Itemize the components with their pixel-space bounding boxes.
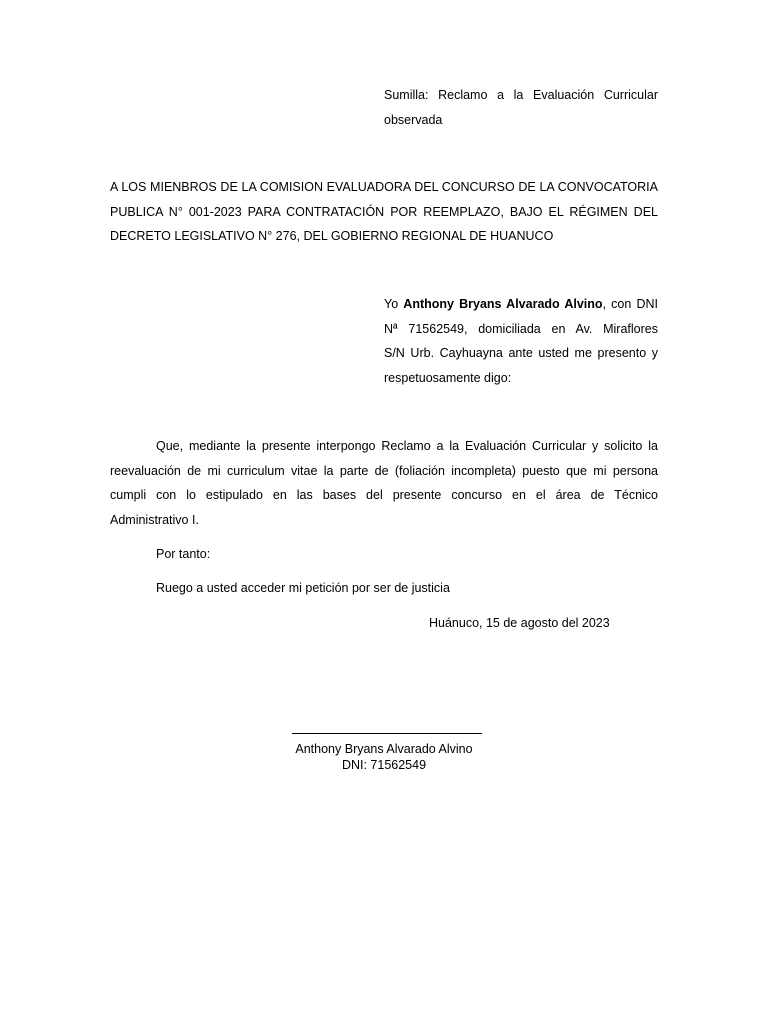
sumilla (384, 83, 658, 132)
applicant-line-1 (384, 292, 658, 317)
applicant-prefix: Yo (384, 297, 404, 311)
applicant-line-3: S/N Urb. Cayhuayna ante usted me presento y (384, 346, 658, 360)
body-line-2: reevaluación de mi curriculum vitae la parte de (foliación incompleta) puesto que mi persona (110, 463, 658, 478)
body-line-4: Administrativo I. (110, 512, 199, 527)
ruego: Ruego a usted acceder mi petición por ser de justicia (156, 581, 450, 595)
addressee-line-3: DECRETO LEGISLATIVO N° 276, DEL GOBIERNO REGIONAL DE HUANUCO (110, 229, 554, 243)
por-tanto: Por tanto: (156, 547, 211, 561)
date-line: Huánuco, 15 de agosto del 2023 (429, 616, 610, 630)
body-paragraph (110, 434, 658, 532)
applicant-suffix: , con DNI (602, 297, 659, 311)
applicant-name: Anthony Bryans Alvarado Alvino (403, 297, 603, 311)
addressee (110, 175, 658, 249)
body-line-3: cumpli con lo estipulado en las bases del presente concurso en el área de Técnico (110, 488, 658, 502)
body-line-1: Que, mediante la presente interpongo Reclamo a la Evaluación Curricular y solicito la (156, 439, 658, 453)
addressee-line-2: PUBLICA N° 001-2023 PARA CONTRATACIÓN POR REEMPLAZO, BAJO EL RÉGIMEN DEL (110, 204, 658, 219)
addressee-line-1: A LOS MIENBROS DE LA COMISION EVALUADORA DEL CONCURSO DE LA CONVOCATORIA (110, 180, 658, 194)
applicant-line-4: respetuosamente digo: (384, 370, 512, 385)
applicant-line-2: Nª 71562549, domiciliada en Av. Miraflores (384, 321, 658, 336)
applicant-info (384, 292, 658, 390)
signature-block (250, 741, 518, 773)
signature-name: Anthony Bryans Alvarado Alvino (295, 742, 473, 756)
signature-line (292, 733, 482, 734)
sumilla-line-1: Sumilla: Reclamo a la Evaluación Curricular (384, 88, 658, 102)
signature-dni: DNI: 71562549 (341, 758, 427, 772)
sumilla-line-2: observada (384, 112, 443, 127)
